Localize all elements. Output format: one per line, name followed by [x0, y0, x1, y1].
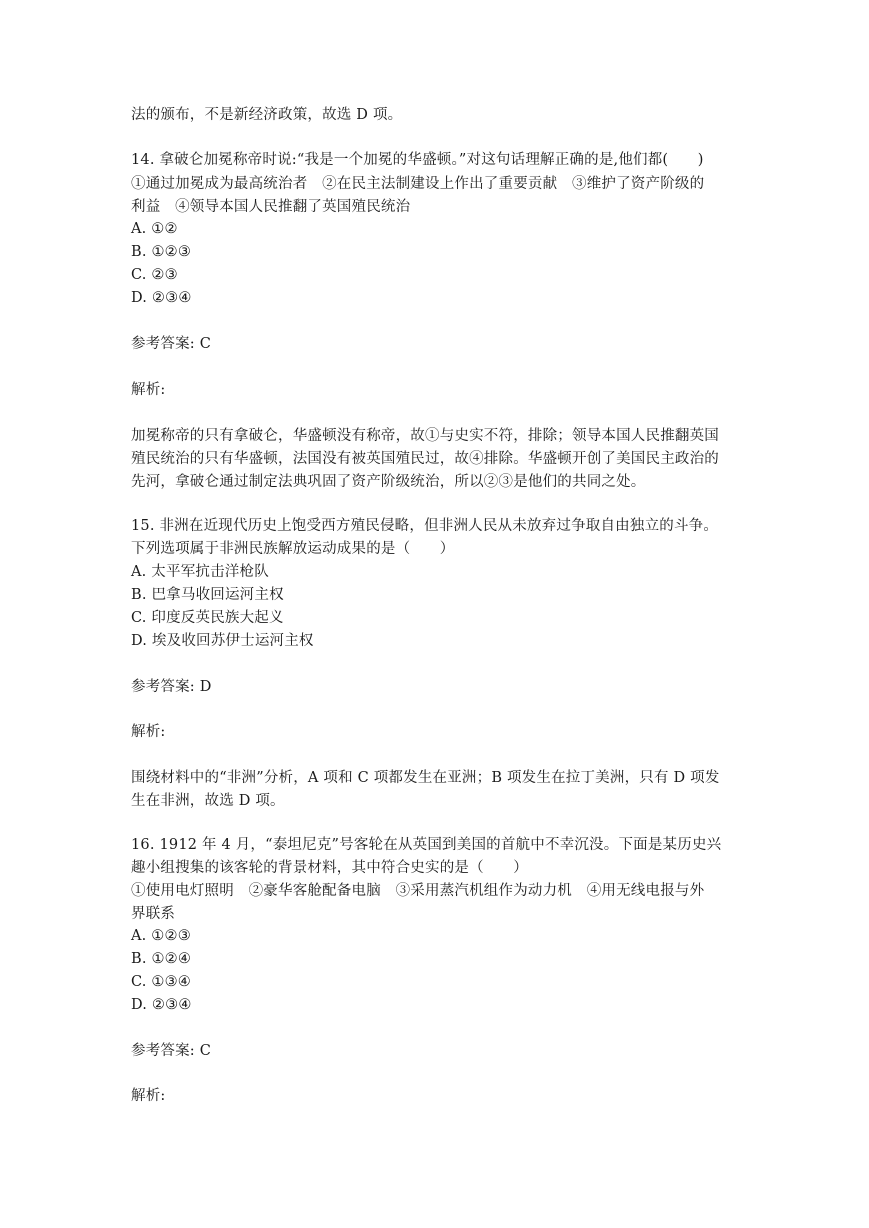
q16-option-d: D. ②③④ [131, 997, 192, 1013]
q14-stem-line-1: 14. 拿破仑加冕称帝时说:“我是一个加冕的华盛顿。”对这句话理解正确的是,他们都( ) [131, 152, 704, 168]
q16-option-a: A. ①②③ [131, 928, 191, 944]
q16-stem-line-4: 界联系 [131, 906, 176, 922]
previous-analysis-tail: 法的颁布，不是新经济政策，故选 D 项。 [131, 107, 403, 123]
q15-analysis-label: 解析: [131, 724, 166, 740]
q14-option-d: D. ②③④ [131, 290, 192, 306]
q14-analysis-line-2: 殖民统治的只有华盛顿，法国没有被英国殖民过，故④排除。华盛顿开创了美国民主政治的 [131, 451, 719, 467]
q15-option-d: D. 埃及收回苏伊士运河主权 [131, 633, 314, 649]
q14-analysis-line-1: 加冕称帝的只有拿破仑，华盛顿没有称帝，故①与史实不符，排除；领导本国人民推翻英国 [131, 428, 719, 444]
q16-option-c: C. ①③④ [131, 974, 191, 990]
q14-option-a: A. ①② [131, 221, 178, 237]
q15-stem-line-2: 下列选项属于非洲民族解放运动成果的是（ ） [131, 541, 455, 557]
q14-answer: 参考答案: C [131, 336, 211, 352]
q15-analysis-line-2: 生在非洲，故选 D 项。 [131, 793, 285, 809]
q14-analysis-label: 解析: [131, 382, 166, 398]
q15-stem-line-1: 15. 非洲在近现代历史上饱受西方殖民侵略，但非洲人民从未放弃过争取自由独立的斗争。 [131, 518, 719, 534]
q14-option-b: B. ①②③ [131, 244, 192, 260]
q16-stem-line-2: 趣小组搜集的该客轮的背景材料，其中符合史实的是（ ） [131, 860, 528, 876]
q14-analysis-line-3: 先河，拿破仑通过制定法典巩固了资产阶级统治，所以②③是他们的共同之处。 [131, 474, 646, 490]
q16-option-b: B. ①②④ [131, 951, 192, 967]
q15-analysis-line-1: 围绕材料中的“非洲”分析，A 项和 C 项都发生在亚洲；B 项发生在拉丁美洲，只有 D 项发 [131, 770, 720, 786]
q15-option-c: C. 印度反英民族大起义 [131, 610, 284, 626]
q16-analysis-label: 解析: [131, 1088, 166, 1104]
q15-option-a: A. 太平军抗击洋枪队 [131, 564, 269, 580]
q14-stem-line-3: 利益 ④领导本国人民推翻了英国殖民统治 [131, 199, 411, 215]
q15-option-b: B. 巴拿马收回运河主权 [131, 587, 284, 603]
q16-answer: 参考答案: C [131, 1043, 211, 1059]
q15-answer: 参考答案: D [131, 679, 212, 695]
q16-stem-line-1: 16. 1912 年 4 月，“泰坦尼克”号客轮在从英国到美国的首航中不幸沉没。下面是某历史兴 [131, 837, 722, 853]
q16-stem-line-3: ①使用电灯照明 ②豪华客舱配备电脑 ③采用蒸汽机组作为动力机 ④用无线电报与外 [131, 883, 705, 899]
q14-stem-line-2: ①通过加冕成为最高统治者 ②在民主法制建设上作出了重要贡献 ③维护了资产阶级的 [131, 176, 705, 192]
q14-option-c: C. ②③ [131, 267, 178, 283]
